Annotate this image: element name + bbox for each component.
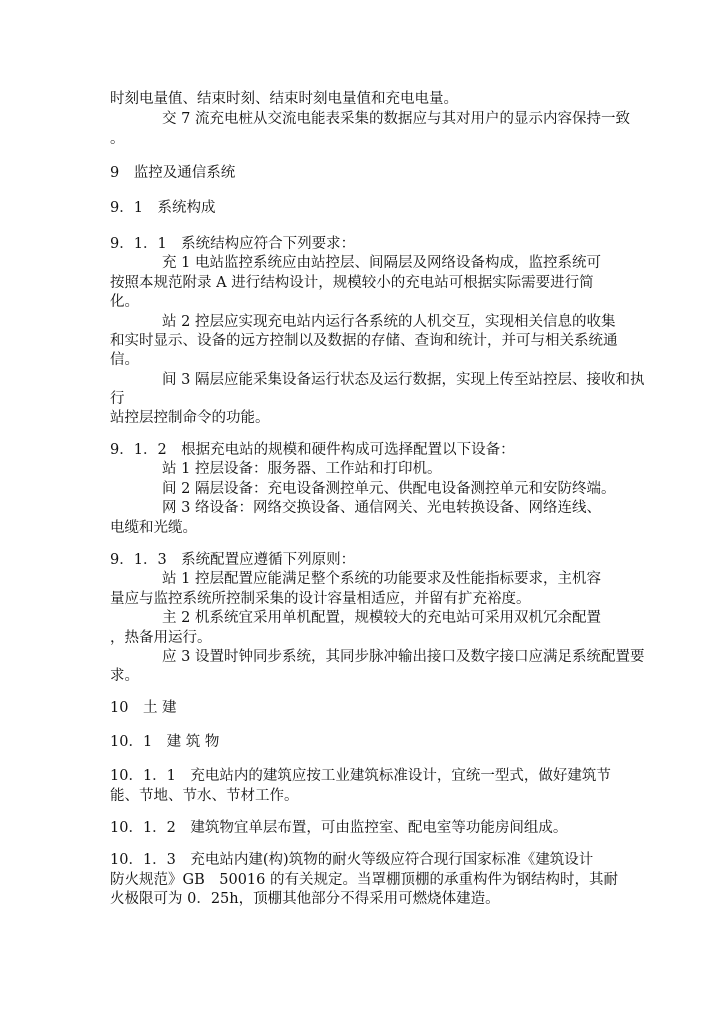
text-line: ，热备用运行。	[110, 630, 212, 646]
text-line: 能、节地、节水、节材工作。	[110, 788, 299, 804]
text-line: 行	[110, 391, 125, 407]
text-line: 量应与监控系统所控制采集的设计容量相适应，并留有扩充裕度。	[110, 591, 531, 607]
text-line: 应 3 设置时钟同步系统，其同步脉冲输出接口及数字接口应满足系统配置要	[162, 649, 645, 665]
subsection-heading: 10．1 建 筑 物	[110, 734, 220, 750]
text-line: 和实时显示、设备的远方控制以及数据的存储、查询和统计，并可与相关系统通	[110, 333, 618, 349]
text-line: 站 1 控层配置应能满足整个系统的功能要求及性能指标要求，主机容	[162, 571, 601, 587]
clause-text: 10．1．3 充电站内建(构)筑物的耐火等级应符合现行国家标准《建筑设计	[110, 852, 594, 868]
text-line: 站控层控制命令的功能。	[110, 410, 270, 426]
clause-heading: 9．1．2 根据充电站的规模和硬件构成可选择配置以下设备：	[110, 442, 515, 458]
text-line: 按照本规范附录 A 进行结构设计，规模较小的充电站可根据实际需要进行简	[110, 275, 594, 291]
text-line: 防火规范》GB 50016 的有关规定。当罩棚顶棚的承重构件为钢结构时，其耐	[110, 872, 618, 888]
clause-text: 10．1．1 充电站内的建筑应按工业建筑标准设计，宜统一型式，做好建筑节	[110, 768, 611, 784]
text-line: 火极限可为 0．25h，顶棚其他部分不得采用可燃烧体建造。	[110, 891, 500, 907]
clause-text: 10．1．2 建筑物宜单层布置，可由监控室、配电室等功能房间组成。	[110, 820, 568, 836]
text-line: 交 7 流充电桩从交流电能表采集的数据应与其对用户的显示内容保持一致	[162, 111, 630, 127]
text-line: 信。	[110, 352, 139, 368]
clause-heading: 9．1．3 系统配置应遵循下列原则：	[110, 552, 356, 568]
text-line: 站 1 控层设备：服务器、工作站和打印机。	[162, 461, 442, 477]
text-line: 充 1 电站监控系统应由站控层、间隔层及网络设备构成，监控系统可	[162, 255, 601, 271]
text-line: 时刻电量值、结束时刻、结束时刻电量值和充电电量。	[110, 91, 458, 107]
text-line: 求。	[110, 668, 139, 684]
text-line: 网 3 络设备：网络交换设备、通信网关、光电转换设备、网络连线、	[162, 500, 601, 516]
text-line: 主 2 机系统宜采用单机配置，规模较大的充电站可采用双机冗余配置	[162, 610, 601, 626]
text-line: 站 2 控层应实现充电站内运行各系统的人机交互，实现相关信息的收集	[162, 314, 616, 330]
text-line: 间 3 隔层应能采集设备运行状态及运行数据，实现上传至站控层、接收和执	[162, 372, 645, 388]
text-line: 间 2 隔层设备：充电设备测控单元、供配电设备测控单元和安防终端。	[162, 481, 616, 497]
text-line: 。	[110, 131, 125, 147]
clause-heading: 9．1．1 系统结构应符合下列要求：	[110, 236, 356, 252]
text-line: 电缆和光缆。	[110, 520, 197, 536]
section-heading: 10 土 建	[110, 700, 177, 716]
text-line: 化。	[110, 294, 139, 310]
section-heading: 9 监控及通信系统	[110, 165, 236, 181]
subsection-heading: 9．1 系统构成	[110, 200, 216, 216]
